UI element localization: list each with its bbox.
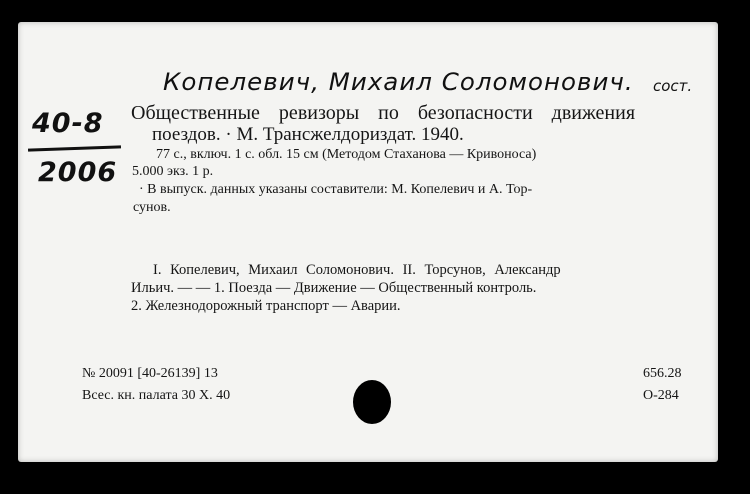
record-number: № 20091 [40-26139] 13 xyxy=(82,366,218,381)
book-chamber-stamp: Всес. кн. палата 30 X. 40 xyxy=(82,388,231,403)
call-number-divider xyxy=(28,145,121,151)
description-line-3: · В выпуск. данных указаны составители: М. Копелевич и А. Тор- xyxy=(139,182,533,197)
catalog-card xyxy=(18,22,718,462)
description-line-1: 77 с., включ. 1 с. обл. 15 см (Методом Стаханова — Кривоноса) xyxy=(156,147,537,162)
title-line-1: Общественные ревизоры по безопасности движения xyxy=(131,102,636,124)
card-punch-hole xyxy=(353,380,391,424)
call-number-top: 40-8 xyxy=(32,108,104,139)
subjects-line-1: I. Копелевич, Михаил Соломонович. II. Торсунов, Александр xyxy=(153,262,561,278)
description-line-4: сунов. xyxy=(133,200,171,215)
subjects-line-3: 2. Железнодорожный транспорт — Аварии. xyxy=(131,298,401,314)
cutter-code: О-284 xyxy=(643,388,679,403)
compiler-note: сост. xyxy=(653,77,693,95)
title-line-2: поездов. · М. Трансжелдориздат. 1940. xyxy=(152,124,464,145)
author-handwritten: Копелевич, Михаил Соломонович. xyxy=(163,68,634,96)
description-line-2: 5.000 экз. 1 р. xyxy=(132,164,214,179)
udc-code: 656.28 xyxy=(643,366,682,381)
subjects-line-2: Ильич. — — 1. Поезда — Движение — Общественный контроль. xyxy=(131,280,537,296)
call-number-bottom: 2006 xyxy=(38,157,118,188)
